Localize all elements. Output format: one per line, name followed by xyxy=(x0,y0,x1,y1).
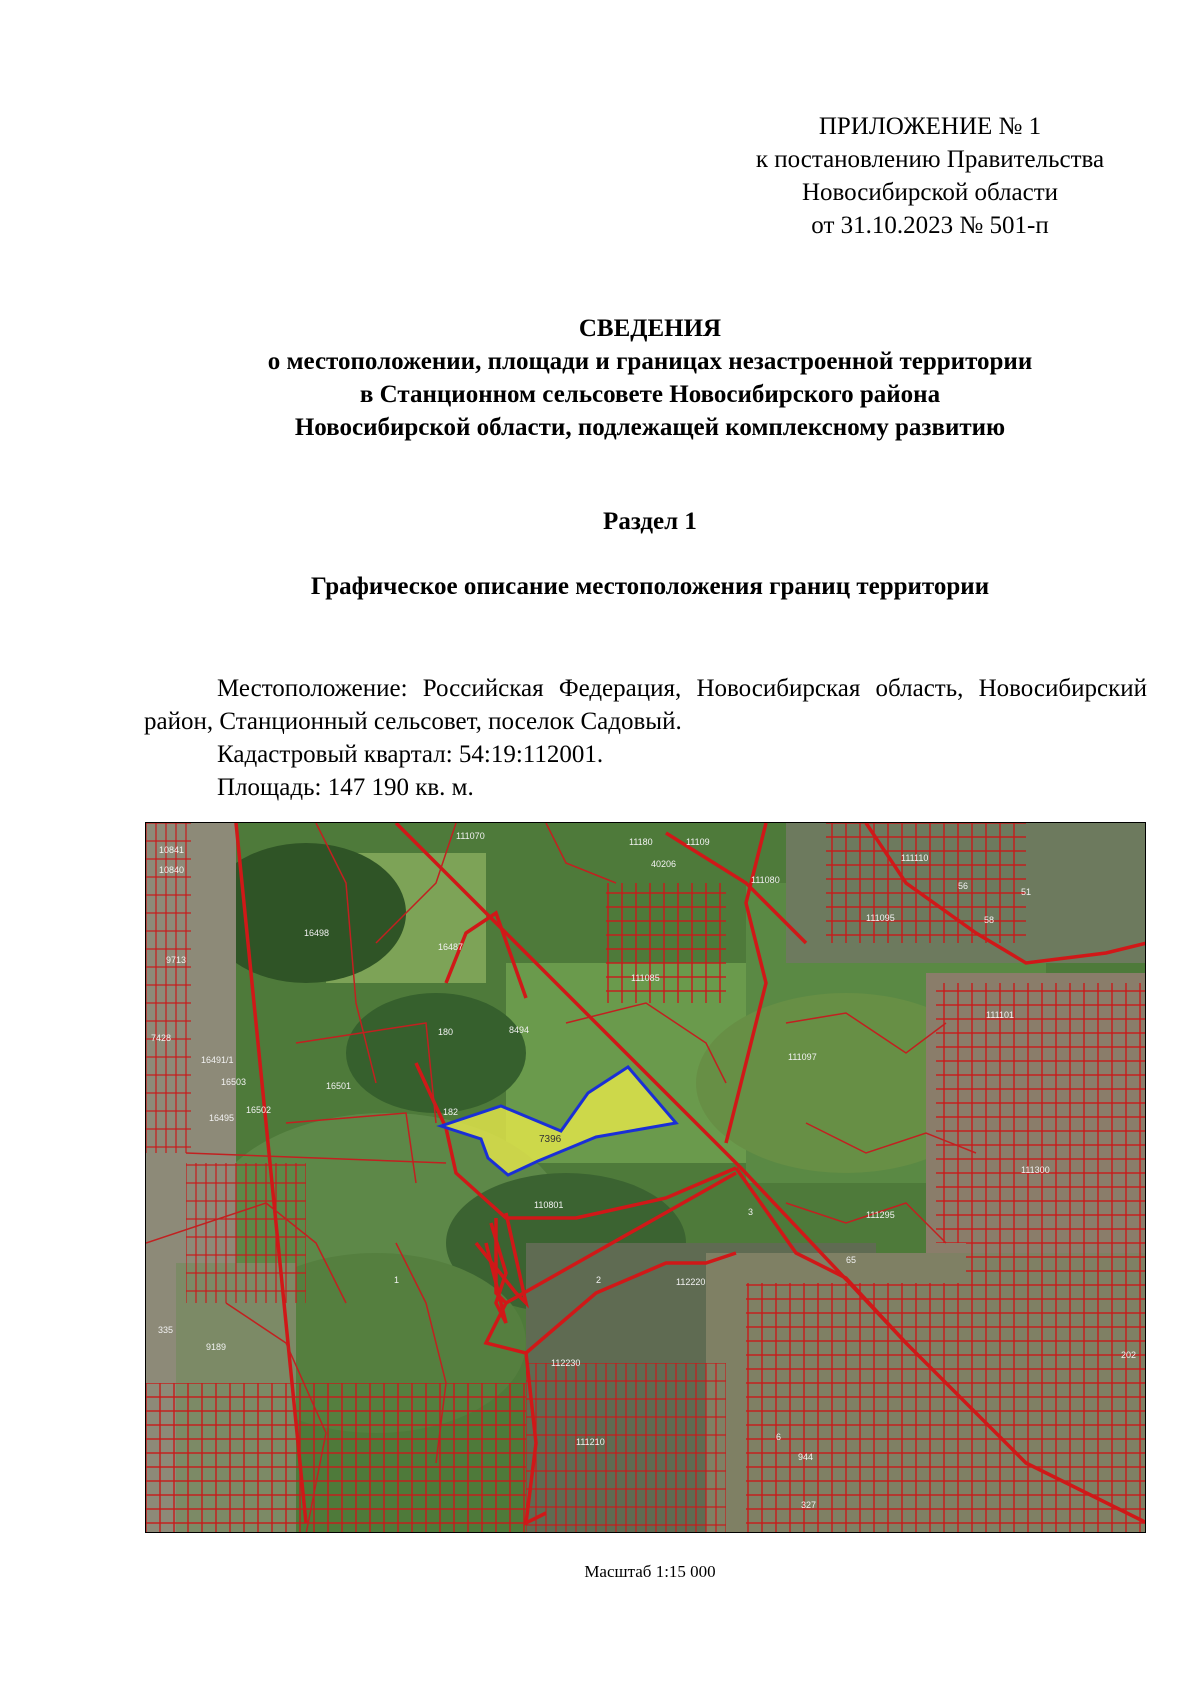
parcel-label: 7396 xyxy=(539,1134,562,1145)
map-label: 6 xyxy=(776,1432,782,1442)
map-label: 16487 xyxy=(438,942,464,952)
map-scale: Масштаб 1:15 000 xyxy=(584,1562,716,1581)
cadastral-map xyxy=(145,822,1146,1533)
map-label: 10841 xyxy=(159,845,185,855)
appendix-number: ПРИЛОЖЕНИЕ № 1 xyxy=(818,113,1042,140)
map-label: 16495 xyxy=(209,1113,235,1123)
document-title xyxy=(140,312,1160,444)
map-label: 58 xyxy=(984,915,995,925)
map-label: 111210 xyxy=(576,1437,605,1447)
appendix-header xyxy=(720,110,1140,242)
map-label: 944 xyxy=(798,1452,814,1462)
map-label: 111300 xyxy=(1021,1165,1050,1175)
map-label: 11180 xyxy=(629,837,653,847)
appendix-region: Новосибирской области xyxy=(801,179,1059,206)
map-label: 7428 xyxy=(151,1033,172,1043)
map-label: 40206 xyxy=(651,859,677,869)
map-label: 16502 xyxy=(246,1105,272,1115)
map-label: 327 xyxy=(801,1500,817,1510)
map-label: 8494 xyxy=(509,1025,530,1035)
map-label: 16491/1 xyxy=(201,1055,234,1065)
map-label: 16501 xyxy=(326,1081,352,1091)
map-label: 1 xyxy=(394,1275,400,1285)
map-label: 335 xyxy=(158,1325,174,1335)
section-name: Графическое описание местоположения границ территории xyxy=(310,573,990,600)
appendix-resolution-ref: к постановлению Правительства xyxy=(755,146,1105,173)
section-number: Раздел 1 xyxy=(603,508,697,535)
map-label: 56 xyxy=(958,881,969,891)
map-label: 111110 xyxy=(901,853,929,863)
territory-info xyxy=(144,672,1147,804)
map-label: 11109 xyxy=(686,837,710,847)
cadastral-text: Кадастровый квартал: 54:19:112001. xyxy=(217,741,604,768)
map-label: 111095 xyxy=(866,913,895,923)
map-label: 16498 xyxy=(304,928,330,938)
map-label: 111097 xyxy=(788,1052,817,1062)
title-line-3: Новосибирской области, подлежащей комплексному развитию xyxy=(294,414,1006,441)
location-text: Местоположение: Российская Федерация, Новосибирская область, Новосибирский район, Станционный сельсовет, поселок Садовый. xyxy=(144,675,1147,735)
map-label: 112230 xyxy=(551,1358,581,1368)
map-label: 111080 xyxy=(751,875,780,885)
map-label: 3 xyxy=(748,1207,754,1217)
map-label: 9189 xyxy=(206,1342,227,1352)
map-label: 51 xyxy=(1021,887,1032,897)
map-label: 202 xyxy=(1121,1350,1137,1360)
map-label: 16503 xyxy=(221,1077,247,1087)
map-label: 111101 xyxy=(986,1010,1015,1020)
area-text: Площадь: 147 190 кв. м. xyxy=(217,774,474,801)
title-line-2: в Станционном сельсовете Новосибирского района xyxy=(359,381,941,408)
map-label: 9713 xyxy=(166,955,187,965)
map-label: 111085 xyxy=(631,973,660,983)
map-label: 111295 xyxy=(866,1210,895,1220)
map-label: 110801 xyxy=(534,1200,564,1210)
map-label: 111070 xyxy=(456,831,485,841)
appendix-date-number: от 31.10.2023 № 501-п xyxy=(811,212,1049,239)
title-line-1: о местоположении, площади и границах незастроенной территории xyxy=(267,348,1033,375)
title-heading: СВЕДЕНИЯ xyxy=(578,315,722,342)
map-label: 2 xyxy=(596,1275,602,1285)
map-label: 65 xyxy=(846,1255,857,1265)
map-label: 182 xyxy=(443,1107,459,1117)
map-label: 112220 xyxy=(676,1277,706,1287)
map-image xyxy=(146,823,1146,1533)
map-label: 10840 xyxy=(159,865,185,875)
map-label: 180 xyxy=(438,1027,454,1037)
